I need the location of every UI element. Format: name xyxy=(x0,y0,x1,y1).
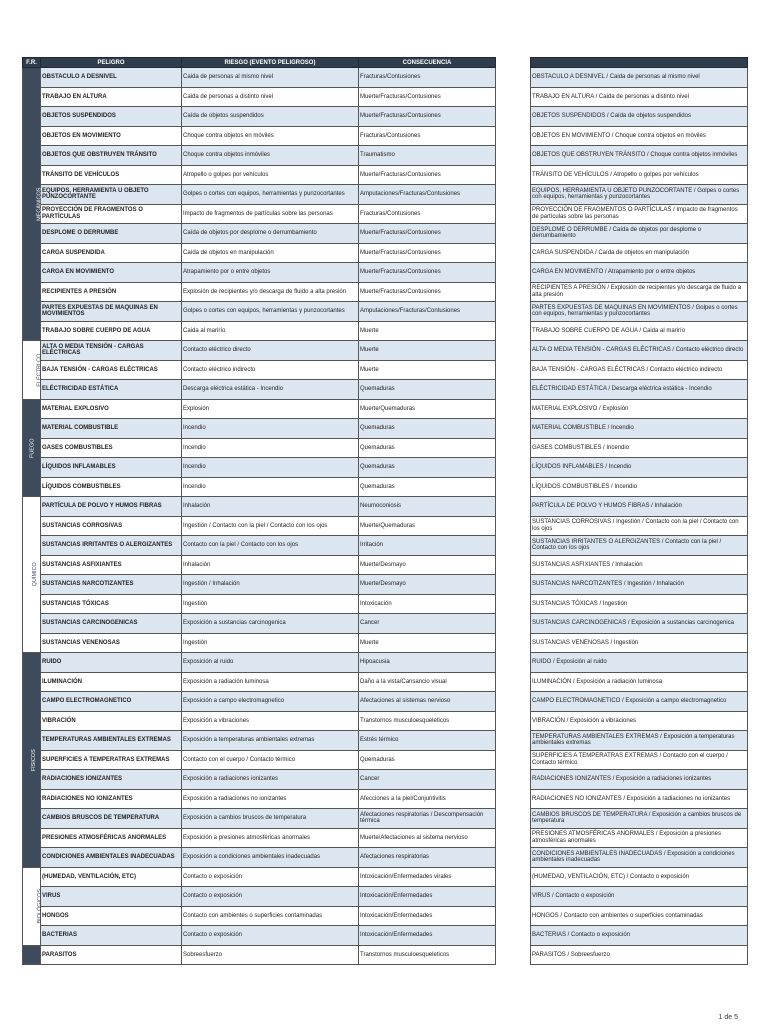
summary-row xyxy=(531,672,748,692)
risk-event-cell: Exposición a cambios bruscos de temperatura xyxy=(182,809,359,829)
hazard-cell: ALTA O MEDIA TENSIÓN - CARGAS ELÉCTRICAS xyxy=(41,341,182,361)
consequence-cell: Muerte/Desmayo xyxy=(359,575,496,595)
consequence-cell: Muerte/Fracturas/Contusiones xyxy=(359,263,496,283)
hazard-row xyxy=(23,906,496,926)
hazard-cell: SUSTANCIAS CARCINOGENICAS xyxy=(41,614,182,634)
summary-row xyxy=(531,731,748,751)
risk-event-cell: Exposición a presiones atmosféricas anormales xyxy=(182,828,359,848)
summary-cell: PROYECCIÓN DE FRAGMENTOS O PARTÍCULAS / Impacto de fragmentos de partículas sobre las personas xyxy=(531,204,748,224)
summary-cell: LÍQUIDOS COMBUSTIBLES / Incendio xyxy=(531,477,748,497)
consequence-cell: Quemaduras xyxy=(359,419,496,439)
risk-event-cell: Caida de personas al mismo nivel xyxy=(182,68,359,88)
summary-row xyxy=(531,360,748,380)
risk-factor-group-cell xyxy=(23,341,41,400)
summary-row xyxy=(531,906,748,926)
risk-event-cell: Atrapamiento por o entre objetos xyxy=(182,263,359,283)
risk-event-cell: Contacto con el cuerpo / Contacto térmico xyxy=(182,750,359,770)
hazard-row xyxy=(23,263,496,283)
risk-event-cell: Choque contra objetos inmóviles xyxy=(182,146,359,166)
summary-cell: EQUIPOS, HERRAMIENTA U OBJETO PUNZOCORTANTE / Golpes o cortes con equipos, herramientas y punzocortantes xyxy=(531,185,748,205)
summary-cell: MATERIAL EXPLOSIVO / Explosión xyxy=(531,399,748,419)
page-number: 1 de 5 xyxy=(718,1014,738,1021)
risk-factor-group-label: FUEGO xyxy=(29,437,36,458)
risk-event-cell: Exposición a radiaciones ionizantes xyxy=(182,770,359,790)
consequence-cell: Afectaciones al sistemas nervioso xyxy=(359,692,496,712)
hazard-cell: SUSTANCIAS IRRITANTES O ALERGIZANTES xyxy=(41,536,182,556)
hazard-cell: BAJA TENSIÓN - CARGAS ELÉCTRICAS xyxy=(41,360,182,380)
risk-factor-group-cell xyxy=(23,945,41,965)
hazard-cell: HONGOS xyxy=(41,906,182,926)
risk-event-cell: Choque contra objetos en móviles xyxy=(182,126,359,146)
summary-cell: RADIACIONES IONIZANTES / Exposición a radiaciones ionizantes xyxy=(531,770,748,790)
hazard-row xyxy=(23,867,496,887)
consequence-cell: Afectaciones respiratorias xyxy=(359,848,496,868)
consequence-cell: Muerte/Fracturas/Contusiones xyxy=(359,107,496,127)
hazard-cell: PARASITOS xyxy=(41,945,182,965)
consequence-cell: Cancer xyxy=(359,770,496,790)
hazard-cell: RADIACIONES NO IONIZANTES xyxy=(41,789,182,809)
consequence-cell: Hipoacusia xyxy=(359,653,496,673)
summary-row xyxy=(531,653,748,673)
consequence-cell: Fracturas/Contusiones xyxy=(359,68,496,88)
summary-cell: TEMPERATURAS AMBIENTALES EXTREMAS / Exposición a temperaturas ambientales extremas xyxy=(531,731,748,751)
header-riesgo: RIESGO (EVENTO PELIGROSO) xyxy=(182,58,359,68)
consequence-cell: Muerte/Quemaduras xyxy=(359,399,496,419)
risk-event-cell: Exposición a radiaciones no ionizantes xyxy=(182,789,359,809)
hazard-cell: SUSTANCIAS NARCOTIZANTES xyxy=(41,575,182,595)
consequence-cell: Quemaduras xyxy=(359,477,496,497)
summary-header xyxy=(531,58,748,68)
risk-factor-group-label: QUÍMICO xyxy=(31,562,38,587)
consequence-cell: Muerte/Fracturas/Contusiones xyxy=(359,224,496,244)
summary-cell: TRÁNSITO DE VEHÍCULOS / Atropello o golpes por vehículos xyxy=(531,165,748,185)
hazard-cell: TRABAJO EN ALTURA xyxy=(41,87,182,107)
summary-cell: TRABAJO SOBRE CUERPO DE AGUA / Caida al marirío xyxy=(531,321,748,341)
consequence-cell: Irritación xyxy=(359,536,496,556)
hazard-cell: OBSTACULO A DESNIVEL xyxy=(41,68,182,88)
summary-row xyxy=(531,107,748,127)
hazard-row xyxy=(23,614,496,634)
risk-event-cell: Contacto o exposición xyxy=(182,887,359,907)
header-fr: F.R. xyxy=(23,58,41,68)
summary-row xyxy=(531,419,748,439)
risk-event-cell: Exposición a vibraciones xyxy=(182,711,359,731)
summary-cell: OBSTACULO A DESNIVEL / Caida de personas al mismo nivel xyxy=(531,68,748,88)
hazard-row xyxy=(23,731,496,751)
risk-event-cell: Contacto con ambientes o superficies contaminadas xyxy=(182,906,359,926)
risk-factor-group-cell xyxy=(23,653,41,868)
consequence-cell: Muerte/Fracturas/Contusiones xyxy=(359,243,496,263)
risk-event-cell: Contacto eléctrico indirecto xyxy=(182,360,359,380)
hazard-cell: CONDICIONES AMBIENTALES INADECUADAS xyxy=(41,848,182,868)
hazard-row xyxy=(23,653,496,673)
consequence-cell: Muerte/Quemaduras xyxy=(359,516,496,536)
summary-cell: RECIPIENTES A PRESIÓN / Explosión de recipientes y/o descarga de fluido a alta presión xyxy=(531,282,748,302)
consequence-cell: Intoxicación/Enfermedades xyxy=(359,926,496,946)
header-consecuencia: CONSECUENCIA xyxy=(359,58,496,68)
summary-cell: HONGOS / Contacto con ambientes o superficies contaminadas xyxy=(531,906,748,926)
hazard-cell: MATERIAL EXPLOSIVO xyxy=(41,399,182,419)
risk-event-cell: Incendio xyxy=(182,438,359,458)
risk-event-cell: Caida de personas a distinto nivel xyxy=(182,87,359,107)
hazard-row xyxy=(23,243,496,263)
risk-event-cell: Atropello o golpes por vehículos xyxy=(182,165,359,185)
summary-cell: ELÉCTRICIDAD ESTÁTICA / Descarga eléctrica estática - Incendio xyxy=(531,380,748,400)
summary-cell: SUSTANCIAS CARCINOGENICAS / Exposición a sustancias carcinogenica xyxy=(531,614,748,634)
summary-cell: MATERIAL COMBUSTIBLE / Incendio xyxy=(531,419,748,439)
hazard-row xyxy=(23,750,496,770)
hazard-cell: LÍQUIDOS INFLAMABLES xyxy=(41,458,182,478)
hazard-row xyxy=(23,926,496,946)
risk-event-cell: Incendio xyxy=(182,458,359,478)
consequence-cell: Muerte/Desmayo xyxy=(359,555,496,575)
summary-row xyxy=(531,282,748,302)
risk-event-cell: Contacto con la piel / Contacto con los ojos xyxy=(182,536,359,556)
hazard-cell: OBJETOS QUE OBSTRUYEN TRÁNSITO xyxy=(41,146,182,166)
summary-cell: SUSTANCIAS IRRITANTES O ALERGIZANTES / Contacto con la piel / Contacto con los ojos xyxy=(531,536,748,556)
summary-row xyxy=(531,750,748,770)
summary-row xyxy=(531,945,748,965)
consequence-cell: Muerte/Fracturas/Contusiones xyxy=(359,165,496,185)
consequence-cell: Fracturas/Contusiones xyxy=(359,126,496,146)
risk-event-cell: Exposición al ruido xyxy=(182,653,359,673)
summary-cell: VIBRACIÓN / Exposición a vibraciones xyxy=(531,711,748,731)
summary-cell: ALTA O MEDIA TENSIÓN - CARGAS ELÉCTRICAS / Contacto eléctrico directo xyxy=(531,341,748,361)
hazard-cell: RUIDO xyxy=(41,653,182,673)
risk-factor-group-label: BIOLÓGICOS xyxy=(37,888,44,924)
hazard-cell: RADIACIONES IONIZANTES xyxy=(41,770,182,790)
hazard-cell: TRABAJO SOBRE CUERPO DE AGUA xyxy=(41,321,182,341)
risk-event-cell: Explosión xyxy=(182,399,359,419)
hazard-cell: SUSTANCIAS CORROSIVAS xyxy=(41,516,182,536)
hazard-row xyxy=(23,555,496,575)
hazard-cell: PARTES EXPUESTAS DE MAQUINAS EN MOVIMIENTOS xyxy=(41,302,182,322)
consequence-cell: Muerte xyxy=(359,360,496,380)
summary-row xyxy=(531,809,748,829)
summary-cell: OBJETOS QUE OBSTRUYEN TRÁNSITO / Choque contra objetos inmóviles xyxy=(531,146,748,166)
hazard-cell: CARGA SUSPENDIDA xyxy=(41,243,182,263)
risk-event-cell: Sobreesfuerzo xyxy=(182,945,359,965)
summary-row xyxy=(531,224,748,244)
hazard-row xyxy=(23,887,496,907)
summary-cell: CAMPO ELECTROMAGNETICO / Exposición a campo electromagnetico xyxy=(531,692,748,712)
hazard-row xyxy=(23,380,496,400)
consequence-cell: Daño a la vista/Cansancio visual xyxy=(359,672,496,692)
hazard-cell: BACTERIAS xyxy=(41,926,182,946)
hazard-cell: TEMPERATURAS AMBIENTALES EXTREMAS xyxy=(41,731,182,751)
risk-event-cell: Inhalación xyxy=(182,497,359,517)
summary-row xyxy=(531,458,748,478)
hazard-cell: VIRUS xyxy=(41,887,182,907)
hazard-table-header xyxy=(23,58,496,68)
hazard-row xyxy=(23,848,496,868)
summary-row xyxy=(531,692,748,712)
hazard-cell: MATERIAL COMBUSTIBLE xyxy=(41,419,182,439)
hazard-matrix-table xyxy=(22,57,496,965)
consequence-cell: Muerte xyxy=(359,633,496,653)
summary-cell: OBJETOS SUSPENDIDOS / Caída de objetos suspendidos xyxy=(531,107,748,127)
summary-row xyxy=(531,165,748,185)
summary-row xyxy=(531,204,748,224)
header-peligro: PELIGRO xyxy=(41,58,182,68)
hazard-cell: CAMPO ELECTROMAGNETICO xyxy=(41,692,182,712)
hazard-row xyxy=(23,399,496,419)
summary-cell: (HUMEDAD, VENTILACIÓN, ETC) / Contacto o exposición xyxy=(531,867,748,887)
risk-event-cell: Ingestión / Inhalación xyxy=(182,575,359,595)
summary-row xyxy=(531,887,748,907)
summary-row xyxy=(531,633,748,653)
risk-factor-group-label: MECÁNICOS xyxy=(36,187,43,221)
summary-row xyxy=(531,614,748,634)
hazard-row xyxy=(23,224,496,244)
hazard-row xyxy=(23,302,496,322)
risk-event-cell: Incendio xyxy=(182,419,359,439)
summary-row xyxy=(531,321,748,341)
risk-event-cell: Exposición a condiciones ambientales inadecuadas xyxy=(182,848,359,868)
summary-cell: BACTERIAS / Contacto o exposición xyxy=(531,926,748,946)
hazard-row xyxy=(23,828,496,848)
hazard-cell: ELÉCTRICIDAD ESTÁTICA xyxy=(41,380,182,400)
consequence-cell: Quemaduras xyxy=(359,458,496,478)
risk-event-cell: Descarga eléctrica estática - Incendio xyxy=(182,380,359,400)
summary-row xyxy=(531,789,748,809)
summary-cell: BAJA TENSIÓN - CARGAS ELÉCTRICAS / Contacto eléctrico indirecto xyxy=(531,360,748,380)
hazard-row xyxy=(23,321,496,341)
summary-cell: CAMBIOS BRUSCOS DE TEMPERATURA / Exposición a cambios bruscos de temperatura xyxy=(531,809,748,829)
hazard-row xyxy=(23,87,496,107)
risk-factor-group-cell xyxy=(23,867,44,945)
consequence-cell: Neumoconiosis xyxy=(359,497,496,517)
risk-event-cell: Caida al marirío xyxy=(182,321,359,341)
summary-cell: LÍQUIDOS INFLAMABLES / Incendio xyxy=(531,458,748,478)
summary-row xyxy=(531,867,748,887)
summary-cell: SUPERFICIES A TEMPERATRAS EXTREMAS / Contacto con el cuerpo / Contacto térmico xyxy=(531,750,748,770)
consequence-cell: Traumatismo xyxy=(359,146,496,166)
risk-event-cell: Ingestión / Contacto con la piel / Contacto con los ojos xyxy=(182,516,359,536)
hazard-row xyxy=(23,945,496,965)
hazard-cell: (HUMEDAD, VENTILACIÓN, ETC) xyxy=(41,867,182,887)
summary-cell: PARTÍCULA DE POLVO Y HUMOS FIBRAS / Inhalación xyxy=(531,497,748,517)
hazard-cell: TRÁNSITO DE VEHÍCULOS xyxy=(41,165,182,185)
risk-event-cell: Contacto eléctrico directo xyxy=(182,341,359,361)
risk-event-cell: Exposición a radiación luminosa xyxy=(182,672,359,692)
consequence-cell: Cancer xyxy=(359,614,496,634)
hazard-row xyxy=(23,516,496,536)
summary-row xyxy=(531,87,748,107)
summary-row xyxy=(531,302,748,322)
risk-event-cell: Golpes o cortes con equipos, herramientas y punzocortantes xyxy=(182,185,359,205)
consequence-cell: Muerte xyxy=(359,341,496,361)
consequence-cell: Intoxicación/Enfermedades xyxy=(359,906,496,926)
hazard-cell: OBJETOS SUSPENDIDOS xyxy=(41,107,182,127)
hazard-row xyxy=(23,165,496,185)
summary-row xyxy=(531,477,748,497)
risk-event-cell: Ingestión xyxy=(182,633,359,653)
risk-event-cell: Impacto de fragmentos de partículas sobre las personas xyxy=(182,204,359,224)
risk-factor-group-cell xyxy=(23,68,41,341)
hazard-cell: LÍQUIDOS COMBUSTIBLES xyxy=(41,477,182,497)
summary-cell: OBJETOS EN MOVIMIENTO / Choque contra objetos en móviles xyxy=(531,126,748,146)
hazard-row xyxy=(23,672,496,692)
consequence-cell: Transtornos musculoesqueleticos xyxy=(359,945,496,965)
consequence-cell: Fracturas/Contusiones xyxy=(359,204,496,224)
hazard-row xyxy=(23,146,496,166)
summary-row xyxy=(531,575,748,595)
summary-cell: DESPLOME O DERRUMBE / Caída de objetos por desplome o derrumbamiento xyxy=(531,224,748,244)
hazard-summary-table xyxy=(530,57,748,965)
summary-row xyxy=(531,926,748,946)
hazard-cell: OBJETOS EN MOVIMIENTO xyxy=(41,126,182,146)
hazard-cell: ILUMINACIÓN xyxy=(41,672,182,692)
hazard-row xyxy=(23,633,496,653)
risk-event-cell: Ingestión xyxy=(182,594,359,614)
summary-row xyxy=(531,263,748,283)
hazard-row xyxy=(23,692,496,712)
risk-factor-group-cell xyxy=(23,497,41,653)
hazard-row xyxy=(23,107,496,127)
consequence-cell: Quemaduras xyxy=(359,438,496,458)
hazard-cell: PROYECCIÓN DE FRAGMENTOS O PARTÍCULAS xyxy=(41,204,182,224)
risk-event-cell: Exposición a sustancias carcinogenica xyxy=(182,614,359,634)
hazard-cell: RECIPIENTES A PRESIÓN xyxy=(41,282,182,302)
consequence-cell: Muerte/Fracturas/Contusiones xyxy=(359,282,496,302)
hazard-row xyxy=(23,458,496,478)
summary-cell: CARGA SUSPENDIDA / Caída de objetos en manipulación xyxy=(531,243,748,263)
hazard-row xyxy=(23,770,496,790)
hazard-row xyxy=(23,594,496,614)
summary-row xyxy=(531,68,748,88)
hazard-cell: SUSTANCIAS TÓXICAS xyxy=(41,594,182,614)
hazard-row xyxy=(23,809,496,829)
risk-event-cell: Exposición a temperaturas ambientales extremas xyxy=(182,731,359,751)
risk-event-cell: Contacto o exposición xyxy=(182,926,359,946)
consequence-cell: Transtornos musculoesqueleticos xyxy=(359,711,496,731)
consequence-cell: Amputaciones/Fracturas/Contusiones xyxy=(359,302,496,322)
hazard-row xyxy=(23,477,496,497)
summary-row xyxy=(531,243,748,263)
risk-event-cell: Exposición a campo electromagnetico xyxy=(182,692,359,712)
summary-row xyxy=(531,555,748,575)
risk-factor-group-label: FÍSICOS xyxy=(30,748,37,771)
hazard-row xyxy=(23,789,496,809)
hazard-cell: EQUIPOS, HERRAMIENTA U OBJETO PUNZOCORTANTE xyxy=(41,185,182,205)
consequence-cell: Muerte/Fracturas/Contusiones xyxy=(359,87,496,107)
hazard-cell: DESPLOME O DERRUMBE xyxy=(41,224,182,244)
risk-event-cell: Caída de objetos en manipulación xyxy=(182,243,359,263)
summary-row xyxy=(531,438,748,458)
summary-row xyxy=(531,185,748,205)
summary-row xyxy=(531,536,748,556)
summary-cell: VIRUS / Contacto o exposición xyxy=(531,887,748,907)
summary-cell: ILUMINACIÓN / Exposición a radiación luminosa xyxy=(531,672,748,692)
hazard-cell: SUSTANCIAS VENENOSAS xyxy=(41,633,182,653)
hazard-cell: SUPERFICIES A TEMPERATRAS EXTREMAS xyxy=(41,750,182,770)
risk-event-cell: Explosión de recipientes y/o descarga de fluido a alta presión xyxy=(182,282,359,302)
hazard-row xyxy=(23,438,496,458)
summary-cell: PRESIONES ATMOSFÉRICAS ANORMALES / Exposición a presiones atmosféricas anormales xyxy=(531,828,748,848)
consequence-cell: Quemaduras xyxy=(359,380,496,400)
hazard-row xyxy=(23,497,496,517)
summary-cell: CARGA EN MOVIMIENTO / Atrapamiento por o entre objetos xyxy=(531,263,748,283)
hazard-row xyxy=(23,536,496,556)
consequence-cell: Intoxicación/Enfermedades xyxy=(359,887,496,907)
risk-event-cell: Inhalación xyxy=(182,555,359,575)
summary-row xyxy=(531,516,748,536)
hazard-row xyxy=(23,185,496,205)
summary-row xyxy=(531,126,748,146)
summary-cell: SUSTANCIAS ASFIXIANTES / Inhalación xyxy=(531,555,748,575)
summary-row xyxy=(531,341,748,361)
hazard-row xyxy=(23,575,496,595)
hazard-cell: GASES COMBUSTIBLES xyxy=(41,438,182,458)
summary-cell: SUSTANCIAS VENENOSAS / Ingestión xyxy=(531,633,748,653)
summary-row xyxy=(531,770,748,790)
risk-factor-group-cell xyxy=(23,399,41,497)
consequence-cell: Estrés térmico xyxy=(359,731,496,751)
summary-cell: CONDICIONES AMBIENTALES INADECUADAS / Exposición a condiciones ambientales inadecuadas xyxy=(531,848,748,868)
summary-cell: RUIDO / Exposición al ruido xyxy=(531,653,748,673)
hazard-row xyxy=(23,419,496,439)
consequence-cell: Amputaciones/Fracturas/Contusiones xyxy=(359,185,496,205)
summary-cell: GASES COMBUSTIBLES / Incendio xyxy=(531,438,748,458)
consequence-cell: Intoxicación xyxy=(359,594,496,614)
hazard-row xyxy=(23,126,496,146)
hazard-row xyxy=(23,341,496,361)
consequence-cell: Muerte xyxy=(359,321,496,341)
hazard-cell: SUSTANCIAS ASFIXIANTES xyxy=(41,555,182,575)
summary-row xyxy=(531,146,748,166)
risk-factor-group-label: ELÉCTRI CO xyxy=(36,353,43,387)
summary-cell: SUSTANCIAS NARCOTIZANTES / Ingestión / Inhalación xyxy=(531,575,748,595)
risk-event-cell: Incendio xyxy=(182,477,359,497)
summary-row xyxy=(531,497,748,517)
summary-cell: SUSTANCIAS CORROSIVAS / Ingestión / Contacto con la piel / Contacto con los ojos xyxy=(531,516,748,536)
summary-row xyxy=(531,828,748,848)
summary-row xyxy=(531,848,748,868)
summary-row xyxy=(531,594,748,614)
summary-row xyxy=(531,380,748,400)
consequence-cell: Afecciones a la piel/Conjuntivitis xyxy=(359,789,496,809)
consequence-cell: Afectaciones respiratorias / Descompensación térmica xyxy=(359,809,496,829)
hazard-row xyxy=(23,282,496,302)
risk-event-cell: Golpes o cortes con equipos, herramientas y punzocortantes xyxy=(182,302,359,322)
summary-cell: RADIACIONES NO IONIZANTES / Exposición a radiaciones no ionizantes xyxy=(531,789,748,809)
hazard-cell: VIBRACIÓN xyxy=(41,711,182,731)
summary-cell: PARTES EXPUESTAS DE MAQUINAS EN MOVIMIENTOS / Golpes o cortes con equipos, herramientas y punzocortantes xyxy=(531,302,748,322)
summary-row xyxy=(531,399,748,419)
consequence-cell: Quemaduras xyxy=(359,750,496,770)
risk-event-cell: Caída de objetos por desplome o derrumbamiento xyxy=(182,224,359,244)
consequence-cell: Intoxicación/Enfermedades virales xyxy=(359,867,496,887)
summary-cell: TRABAJO EN ALTURA / Caida de personas a distinto nivel xyxy=(531,87,748,107)
hazard-cell: PARTÍCULA DE POLVO Y HUMOS FIBRAS xyxy=(41,497,182,517)
hazard-row xyxy=(23,204,496,224)
summary-cell: PARASITOS / Sobreesfuerzo xyxy=(531,945,748,965)
hazard-row xyxy=(23,711,496,731)
hazard-row xyxy=(23,360,496,380)
hazard-cell: CARGA EN MOVIMIENTO xyxy=(41,263,182,283)
summary-cell: SUSTANCIAS TÓXICAS / Ingestión xyxy=(531,594,748,614)
summary-row xyxy=(531,711,748,731)
hazard-cell: PRESIONES ATMOSFÉRICAS ANORMALES xyxy=(41,828,182,848)
consequence-cell: Muerte/Afectaciones al sistema nervioso xyxy=(359,828,496,848)
risk-event-cell: Contacto o exposición xyxy=(182,867,359,887)
risk-event-cell: Caída de objetos suspendidos xyxy=(182,107,359,127)
hazard-row xyxy=(23,68,496,88)
hazard-cell: CAMBIOS BRUSCOS DE TEMPERATURA xyxy=(41,809,182,829)
